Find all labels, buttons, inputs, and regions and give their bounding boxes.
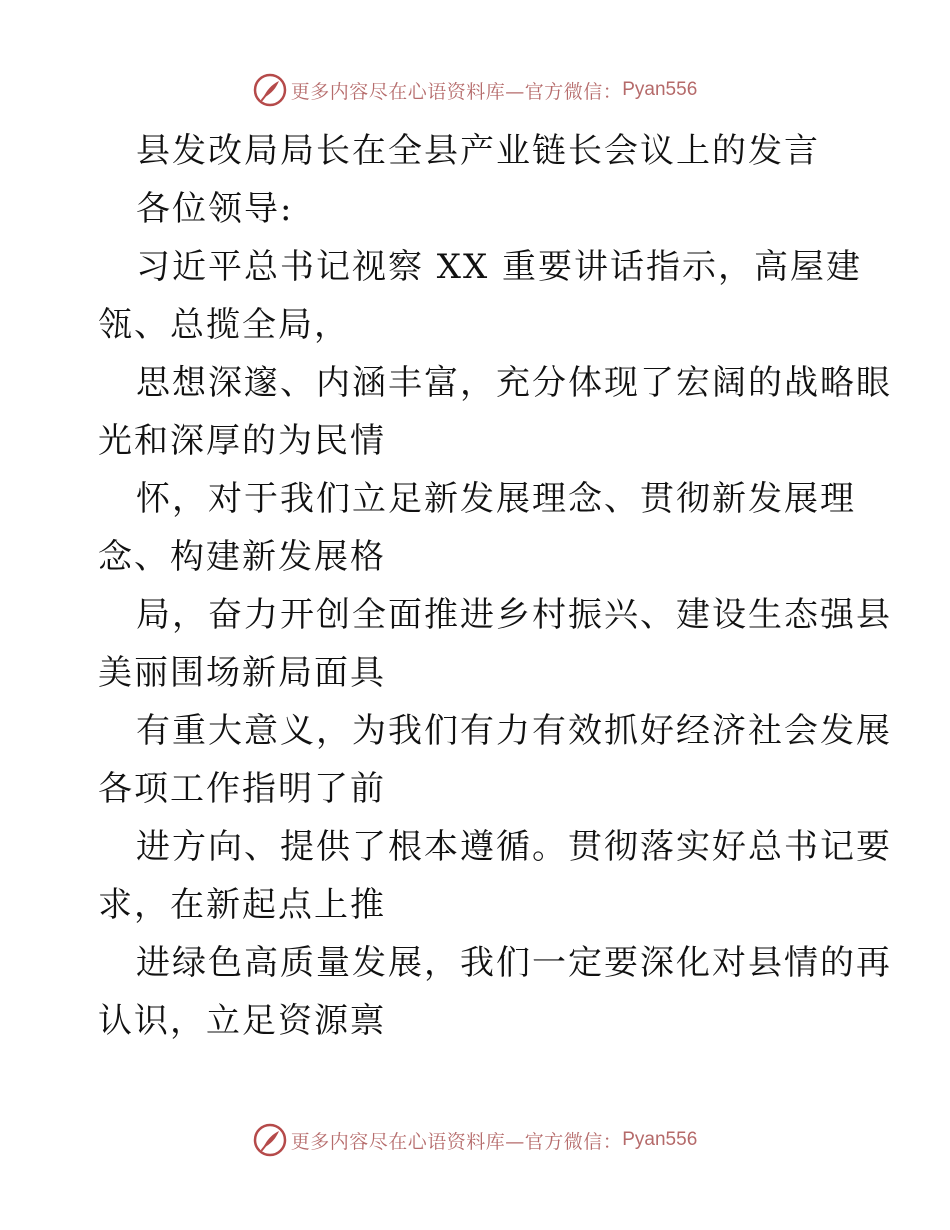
document-body (98, 122, 892, 1050)
quill-logo-icon (253, 1123, 287, 1157)
footer-watermark (0, 1120, 950, 1160)
text-line: 进绿色高质量发展，我们一定要深化对县情的再 (136, 943, 892, 983)
document-title: 县发改局局长在全县产业链长会议上的发言 (136, 131, 820, 171)
text-line: 认识，立足资源禀 (98, 1001, 386, 1041)
text-line: 各位领导: (136, 189, 294, 229)
text-line: 思想深邃、内涵丰富，充分体现了宏阔的战略眼 (136, 363, 892, 403)
banner-text: 更多内容尽在心语资料库—官方微信： (290, 80, 623, 103)
text-line: 念、构建新发展格 (98, 537, 386, 577)
banner-text: 更多内容尽在心语资料库—官方微信： (290, 1130, 623, 1153)
text-line: 美丽围场新局面具 (98, 653, 386, 693)
text-line: 有重大意义，为我们有力有效抓好经济社会发展 (136, 711, 892, 751)
quill-logo-icon (253, 73, 287, 107)
banner-wechat-id: Pyan556 (622, 1129, 698, 1150)
text-line: 进方向、提供了根本遵循。贯彻落实好总书记要 (136, 827, 892, 867)
text-line: 怀，对于我们立足新发展理念、贯彻新发展理 (136, 479, 856, 519)
text-line: 求，在新起点上推 (98, 885, 386, 925)
text-line: 局，奋力开创全面推进乡村振兴、建设生态强县 (136, 595, 892, 635)
text-line: 各项工作指明了前 (98, 769, 386, 809)
text-line: 习近平总书记视察 XX 重要讲话指示，高屋建 (136, 247, 863, 287)
banner-wechat-id: Pyan556 (622, 79, 698, 100)
text-line: 光和深厚的为民情 (98, 421, 386, 461)
header-watermark (0, 70, 950, 110)
text-line: 瓴、总揽全局， (98, 305, 350, 345)
